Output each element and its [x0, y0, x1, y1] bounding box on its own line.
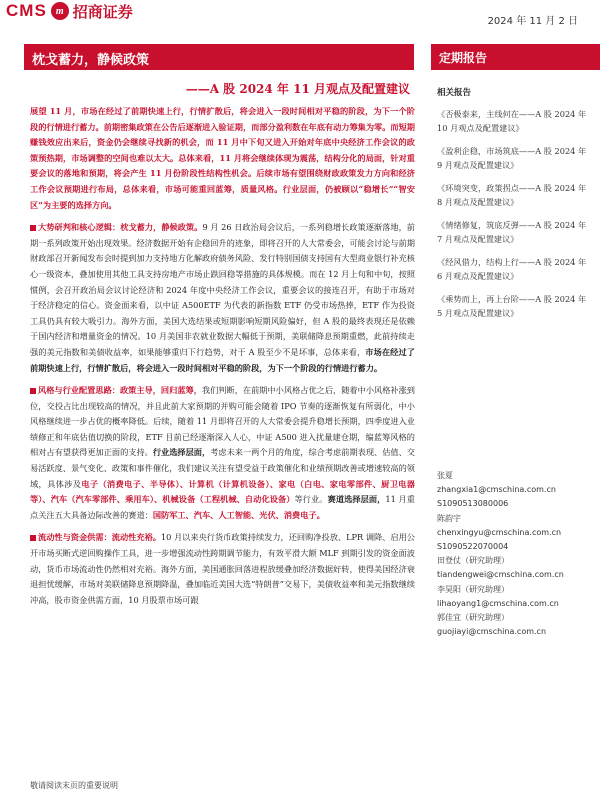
section-text: 等行业。	[294, 494, 328, 505]
main-content	[30, 104, 415, 608]
title-bar	[24, 44, 414, 70]
related-reports	[437, 86, 587, 330]
footer-disclaimer: 敬请阅读末页的重要说明	[30, 781, 118, 790]
analyst-name: 田登仗（研究助理）	[437, 556, 509, 566]
related-heading: 相关报告	[437, 88, 472, 98]
company-logo	[6, 0, 133, 22]
section-emphasis: 市场在经过了前期快速上行，行情扩散后，将会进入一段时间相对平稳的阶段，为下一个阶段的行情进行蓄力。	[30, 346, 415, 373]
bullet-icon	[30, 225, 36, 231]
analyst-license: S1090522070004	[437, 542, 509, 552]
logo-badge-icon: m	[51, 2, 69, 20]
analyst-license: S1090513080006	[437, 499, 509, 509]
related-report-link[interactable]: 《盈利企稳，市场筑底——A 股 2024 年 9 月观点及配置建议》	[437, 146, 587, 170]
section-emphasis: 行业选择层面，	[152, 447, 211, 458]
related-report-link[interactable]: 《情绪修复，筑底反弹——A 股 2024 年 7 月观点及配置建议》	[437, 220, 587, 244]
related-report-link[interactable]: 《乘势而上，再上台阶——A 股 2024 年 5 月观点及配置建议》	[437, 294, 587, 318]
logo-chinese-text: 招商证券	[72, 2, 133, 21]
report-title: 枕戈蓄力，静候政策	[32, 53, 150, 68]
track-list: 国防军工、汽车、人工智能、光伏、消费电子。	[152, 509, 325, 520]
top-header	[0, 0, 600, 34]
section-liquidity	[30, 530, 415, 608]
report-date: 2024 年 11 月 2 日	[487, 16, 578, 27]
bullet-icon	[30, 535, 36, 541]
analyst-email[interactable]: zhangxia1@cmschina.com.cn	[437, 485, 556, 495]
analyst-list	[437, 469, 587, 639]
analyst-name: 陈韵宇	[437, 513, 461, 523]
related-report-link[interactable]: 《环境突变，政策拐点——A 股 2024 年 8 月观点及配置建议》	[437, 183, 587, 207]
logo-latin-text: CMS	[6, 1, 47, 20]
report-subtitle: ——A 股 2024 年 11 月观点及配置建议	[185, 82, 410, 96]
related-report-link[interactable]: 《经风借力，结构上行——A 股 2024 年 6 月观点及配置建议》	[437, 257, 587, 281]
section-market-view	[30, 220, 415, 376]
bullet-icon	[30, 388, 36, 394]
industry-list: 电子（消费电子、半导体）、计算机（计算机设备）、家电（白电、家电零部件、厨卫电器等）、汽车（汽车零部件、乘用车）、机械设备（工程机械、自动化设备）	[30, 478, 415, 505]
analyst-email[interactable]: tiandengwei@cmschina.com.cn	[437, 570, 564, 580]
section-text: 考虑未来一两个月的角度，综合考虑前期表现、估值、交易活跃度、景气变化、政策和事件催化，我们建议关注有望受益于政策催化和业绩预期改善或增速较高的领域，具体涉及	[30, 447, 415, 489]
section-text: 10 月以来央行货币政策持续发力，还回购净投放、LPR 调降、启用公开市场买断式逆回购操作工具，进一步增强流动性跨期调节能力，有效平滑大额 MLF 到期引发的资金面波动，货币市场流动性仍然相对充裕。海外方面，美国通胀回落进程放缓叠加经济数据好转，使得美国经济衰退担忧缓解，市场对美联储降息预期降温，叠加临近美国大选“特朗普”交易下，美债收益率和美元指数继续冲高，股市资金供需方面，10 月股票市场可跟	[30, 532, 415, 605]
sidebar-header	[431, 44, 600, 70]
analyst-email[interactable]: chenxingyu@cmschina.com.cn	[437, 527, 562, 537]
related-report-link[interactable]: 《否极泰来，主线何在——A 股 2024 年 10 月观点及配置建议》	[437, 109, 587, 133]
analyst-email[interactable]: guojiayi@cmschina.com.cn	[437, 627, 547, 637]
analyst-email[interactable]: lihaoyang1@cmschina.com.cn	[437, 598, 559, 608]
section-heading: 流动性与资金供需：流动性充裕。	[38, 532, 161, 543]
intro-paragraph: 展望 11 月，市场在经过了前期快速上行，行情扩散后，将会进入一段时间相对平稳的阶段，为下一个阶段的行情进行蓄力。前期密集政策在公告后逐渐进入验证期，而部分盈利数在年底有动力筹集为零。而短期赚钱效应出来后，资金仍会继续寻找新的机会，而 11 月中下旬又进入开始对年底中央经济工作会议的政策预热期，市场调整的空间也难以太大。总体来看，11 月将会继续体现为震荡，结构分化的局面，针对重要会议的落地和预期，将会产生 11 月份阶段性结构性机会。后续市场有望围绕财政政策发力方向和经济工作会议预期进行布局，总体来看，市场可能重回蓝筹，质量风格。行业层面，仍被顾以“稳增长”“智安区”为主要的选择方向。	[30, 106, 415, 210]
report-type-label: 定期报告	[439, 51, 488, 65]
section-heading: 风格与行业配置思路：政策主导，回归蓝筹，	[38, 385, 202, 396]
section-style-industry	[30, 383, 415, 523]
section-emphasis: 赛道选择层面，	[327, 494, 386, 505]
section-text: 我们判断，在前期中小风格占优之后，随着中小风格补涨到位，交投占比出现较高的情况，并且此前大家预期的并购可能会随着 IPO 节奏的逐渐恢复有所弱化，中小风格继续进一步占优的概率降低。后续，随着 11 月即将召开的人大常委会提升稳增长预期，四季度进入业绩修正和年底估值切换的阶段，ETF 目前已经逐渐深入人心，中证 A500 进入扰量建仓期，编蓝筹风格的相对占有望获得更加正面的支持。	[30, 385, 415, 458]
analyst-name: 郭佳宜（研究助理）	[437, 613, 509, 623]
analyst-name: 李昊阳（研究助理）	[437, 584, 509, 594]
section-heading: 大势研判和核心逻辑：枕戈蓄力，静候政策。	[38, 222, 203, 233]
analyst-name: 张夏	[437, 471, 453, 480]
section-text: 11 月重点关注五大具备边际改善的赛道：	[30, 494, 415, 520]
section-text: 9 月 26 日政治局会议后，一系列稳增长政策逐渐落地，前期一系列政策开始出现效果。经济数据开始有企稳回升的迹象，即将召开的人大常委会，可能会讨论与前期财政部召开新闻发布会时提到加力支持地方化解政府债务风险、发行特别国债支持国有大型商业银行补充核心一级资本，叠加使用其他工具支持房地产市场止跌回稳等措施的具体规模。而在 12 月上旬和中旬，按照惯例，会召开政治局会议讨论经济和 2024 年度中央经济工作会议，重要会议的接连召开，有助于市场对于经济稳定的信心。资金面来看，以中证 A500ETF 为代表的新指数 ETF 仍受市场热捧，ETF 作为投资工具仍具有较大吸引力。海外方面，美国大选结果或短期影响短期风险偏好，但 A 股的最终表现还是依赖于国内经济和增量资金的情况。10 月美国非农就业数据大幅低于预期，美联储降息预期重燃，此前持续走强的美元指数和美债收益率，如果能够重归下行趋势，对于 A 股至少不是坏事，总体来看，	[30, 222, 415, 357]
